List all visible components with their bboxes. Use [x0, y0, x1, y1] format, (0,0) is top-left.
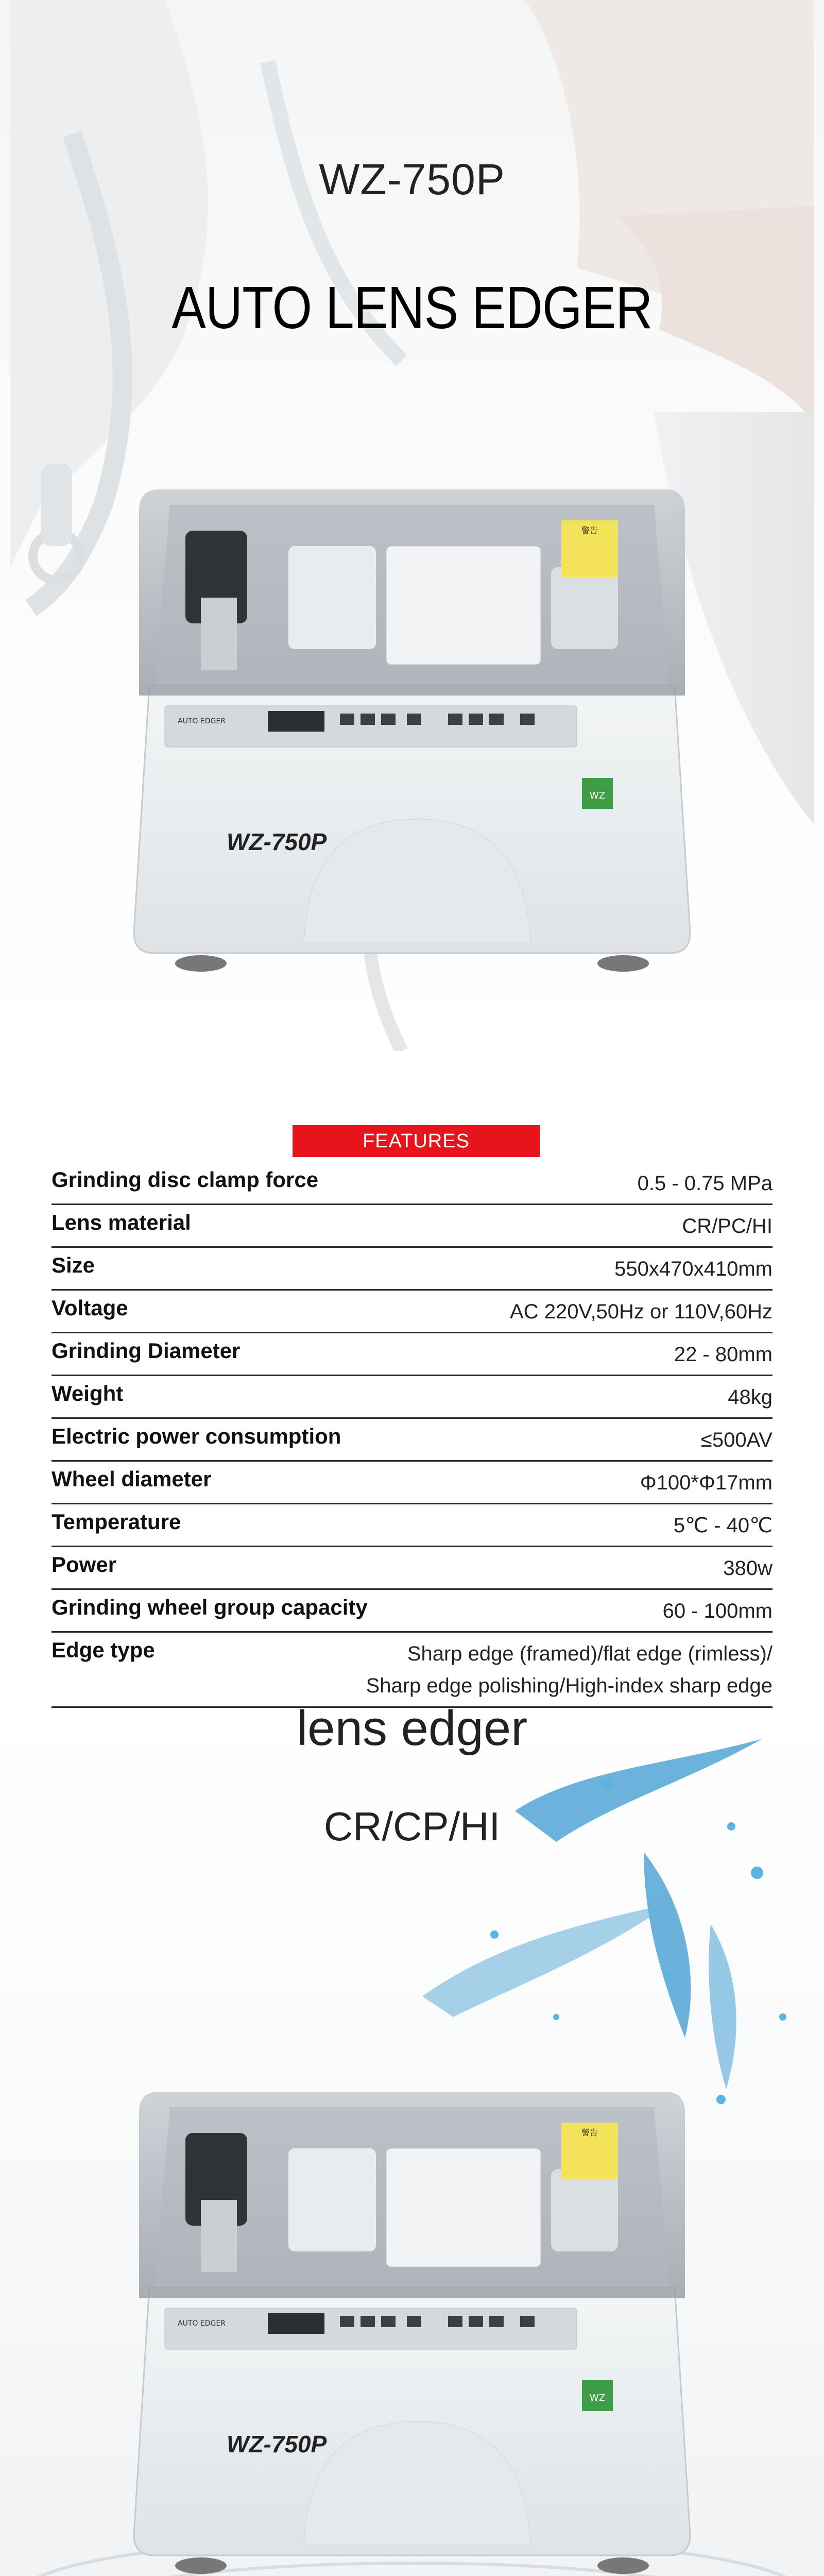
model-title: WZ-750P [319, 155, 505, 204]
spec-value-line: AC 220V,50Hz or 110V,60Hz [510, 1300, 772, 1323]
spec-name: Grinding Diameter [52, 1338, 241, 1363]
spec-name: Electric power consumption [52, 1424, 341, 1448]
spec-name: Power [52, 1552, 117, 1577]
main-title: AUTO LENS EDGER [171, 274, 653, 341]
spec-name: Lens material [52, 1210, 191, 1234]
spec-row-edge-type [52, 1633, 772, 1708]
spec-row-power [52, 1547, 772, 1590]
spec-value [663, 1595, 772, 1627]
spec-row-power-consumption [52, 1419, 772, 1462]
warning-label: 警告 [581, 526, 598, 535]
panel-label: AUTO EDGER [178, 2319, 226, 2328]
lens-edger-title: lens edger [296, 1701, 528, 1756]
spec-name: Wheel diameter [52, 1467, 212, 1491]
spec-value-line: 0.5 - 0.75 MPa [637, 1172, 772, 1195]
spec-name: Size [52, 1253, 95, 1277]
machine-brand-badge: WZ-750P [227, 2431, 327, 2458]
machine-logo: WZ [589, 790, 606, 801]
warning-label: 警告 [581, 2128, 598, 2138]
spec-value-line: 380w [723, 1557, 772, 1580]
spec-name: Grinding wheel group capacity [52, 1595, 368, 1619]
spec-value-line: Sharp edge polishing/High-index sharp edge [366, 1674, 772, 1697]
machine-image-hero [118, 469, 706, 994]
spec-value-line: 48kg [728, 1386, 772, 1409]
spec-row-voltage [52, 1291, 772, 1333]
machine-brand-badge: WZ-750P [227, 828, 327, 855]
spec-value-line: 5℃ - 40℃ [673, 1514, 772, 1537]
spec-table [52, 1162, 772, 1751]
features-badge: FEATURES [293, 1125, 540, 1157]
spec-row-wheel-diameter [52, 1462, 772, 1504]
spec-row-size [52, 1248, 772, 1291]
spec-value-line: 22 - 80mm [674, 1343, 772, 1366]
spec-value [510, 1296, 772, 1328]
spec-value [640, 1467, 772, 1499]
spec-value [674, 1510, 772, 1541]
spec-row-lens-material [52, 1205, 772, 1248]
spec-value-line: ≤500AV [700, 1429, 772, 1451]
spec-value-line: CR/PC/HI [682, 1215, 772, 1238]
spec-value [682, 1210, 772, 1242]
spec-value [366, 1638, 772, 1702]
spec-name: Grinding disc clamp force [52, 1167, 319, 1192]
spec-name: Weight [52, 1381, 124, 1405]
spec-name: Temperature [52, 1510, 181, 1534]
panel-label: AUTO EDGER [178, 717, 226, 725]
spec-value-line: Sharp edge (framed)/flat edge (rimless)/ [407, 1642, 772, 1665]
lens-materials-title: CR/CP/HI [323, 1804, 501, 1849]
spec-value [674, 1338, 772, 1370]
spec-value-line: 550x470x410mm [614, 1258, 772, 1280]
spec-value [723, 1552, 772, 1584]
spec-value-line: Φ100*Φ17mm [640, 1471, 772, 1494]
spec-row-clamp-force [52, 1162, 772, 1205]
spec-name: Edge type [52, 1638, 155, 1662]
spec-value [614, 1253, 772, 1285]
spec-value [728, 1381, 772, 1413]
spec-value [701, 1424, 772, 1456]
machine-logo: WZ [589, 2393, 606, 2403]
machine-image-lens-section [118, 2071, 706, 2576]
spec-row-grinding-diameter [52, 1333, 772, 1376]
spec-row-temperature [52, 1504, 772, 1547]
spec-value-line: 60 - 100mm [662, 1600, 772, 1622]
spec-row-weight [52, 1376, 772, 1419]
spec-row-wheel-capacity [52, 1590, 772, 1633]
spec-value [638, 1167, 772, 1199]
spec-name: Voltage [52, 1296, 128, 1320]
